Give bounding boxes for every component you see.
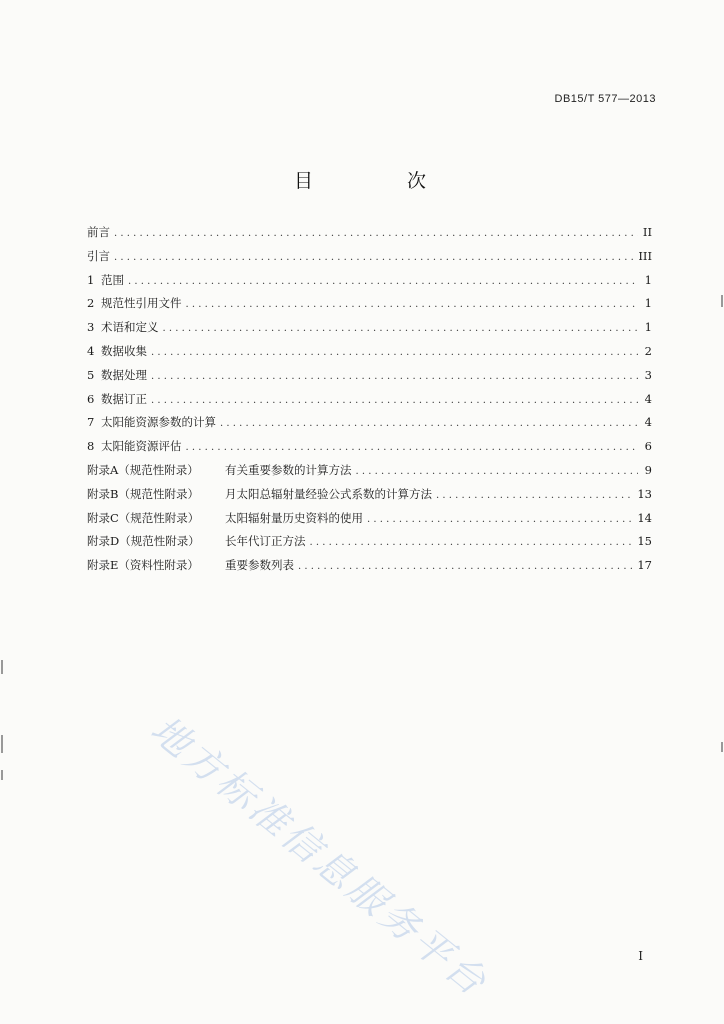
- toc-entry-page: 4: [644, 415, 652, 430]
- toc-entry[interactable]: [87, 343, 652, 367]
- toc-leader-dots: [114, 228, 638, 239]
- toc-main-entries: [87, 224, 652, 462]
- toc-entry-label: 引言: [87, 248, 110, 263]
- toc-appendix-label: 附录D（规范性附录）: [87, 534, 200, 549]
- toc-entry-number: 5: [87, 367, 95, 382]
- toc-entry-number: 7: [87, 415, 95, 430]
- toc-entry-number: 8: [87, 439, 95, 454]
- toc-appendix-title: 重要参数列表: [225, 558, 294, 573]
- toc-entry-label: 数据订正: [101, 391, 147, 406]
- watermark: 地方标准信息服务平台: [142, 706, 497, 1006]
- toc-leader-dots: [436, 490, 633, 501]
- toc-entry[interactable]: [87, 367, 652, 391]
- toc-entry-number: 1: [87, 272, 95, 287]
- toc-entry[interactable]: [87, 295, 652, 319]
- toc-entry-label: 规范性引用文件: [101, 296, 182, 311]
- toc-leader-dots: [151, 371, 638, 382]
- toc-entry-number: 6: [87, 391, 95, 406]
- toc-entry-page: 4: [644, 391, 652, 406]
- scan-edge-mark: [1, 660, 3, 674]
- toc-entry-label: 术语和定义: [101, 320, 159, 335]
- toc-appendix-entry[interactable]: [87, 557, 652, 581]
- toc-entry[interactable]: [87, 391, 652, 415]
- toc-leader-dots: [151, 347, 638, 358]
- toc-entry-page: 1: [644, 320, 652, 335]
- toc-leader-dots: [356, 466, 639, 477]
- toc-entry-label: 太阳能资源参数的计算: [101, 415, 216, 430]
- toc-entry-label: 太阳能资源评估: [101, 439, 182, 454]
- toc-leader-dots: [186, 299, 639, 310]
- toc-entry[interactable]: [87, 319, 652, 343]
- toc-entry-label: 前言: [87, 225, 110, 239]
- toc-appendix-label: 附录C（规范性附录）: [87, 510, 200, 525]
- toc-appendix-title: 太阳辐射量历史资料的使用: [225, 510, 363, 525]
- toc-entry-label: 范围: [101, 272, 124, 287]
- toc-appendix-title: 长年代订正方法: [225, 534, 306, 549]
- toc-entry-label: 数据收集: [101, 343, 147, 358]
- scan-edge-mark: [721, 742, 723, 752]
- toc-appendix-title: 有关重要参数的计算方法: [225, 462, 352, 477]
- toc-appendix-page: 13: [637, 486, 652, 501]
- toc-entry-number: 4: [87, 343, 95, 358]
- toc-entry[interactable]: [87, 438, 652, 462]
- toc-entry-page: 2: [644, 343, 652, 358]
- toc-entry-number: 2: [87, 296, 95, 311]
- toc-leader-dots: [298, 561, 633, 572]
- toc-entry[interactable]: [87, 224, 652, 248]
- toc-appendix-entry[interactable]: [87, 510, 652, 534]
- toc-entry[interactable]: [87, 272, 652, 296]
- toc-appendix-entry[interactable]: [87, 533, 652, 557]
- toc-leader-dots: [163, 323, 639, 334]
- toc-entry-page: 1: [644, 272, 652, 287]
- toc-leader-dots: [367, 514, 633, 525]
- standard-code: DB15/T 577—2013: [554, 93, 656, 105]
- toc-entry-page: 1: [644, 296, 652, 311]
- page-number: I: [638, 949, 643, 963]
- toc-entry-page: III: [638, 248, 652, 263]
- toc-leader-dots: [151, 395, 638, 406]
- toc-appendix-entry[interactable]: [87, 462, 652, 486]
- scan-edge-mark: [1, 770, 3, 780]
- scan-edge-mark: [721, 295, 723, 307]
- toc-appendix-label: 附录E（资料性附录）: [87, 558, 199, 573]
- toc-entry[interactable]: [87, 414, 652, 438]
- toc-leader-dots: [220, 418, 638, 429]
- toc-appendix-title: 月太阳总辐射量经验公式系数的计算方法: [225, 486, 432, 501]
- toc-entry-label: 数据处理: [101, 367, 147, 382]
- toc-appendix-page: 9: [644, 462, 652, 477]
- toc-entry-page: 6: [644, 439, 652, 454]
- toc-entry-page: 3: [644, 367, 652, 382]
- toc-appendix-label: 附录A（规范性附录）: [87, 462, 199, 477]
- toc-entry[interactable]: [87, 248, 652, 272]
- toc-leader-dots: [186, 442, 639, 453]
- table-of-contents: [87, 224, 652, 581]
- toc-appendix-page: 15: [637, 534, 652, 549]
- page-title: 目 次: [293, 170, 471, 192]
- toc-appendix-page: 17: [637, 558, 652, 573]
- toc-leader-dots: [128, 276, 638, 287]
- toc-entry-number: 3: [87, 320, 95, 335]
- toc-appendix-entry[interactable]: [87, 486, 652, 510]
- scan-edge-mark: [1, 735, 3, 753]
- toc-appendix-label: 附录B（规范性附录）: [87, 486, 199, 501]
- toc-leader-dots: [114, 252, 634, 263]
- toc-appendix-entries: [87, 462, 652, 581]
- toc-entry-page: II: [642, 225, 652, 239]
- toc-appendix-page: 14: [637, 510, 652, 525]
- toc-leader-dots: [310, 537, 634, 548]
